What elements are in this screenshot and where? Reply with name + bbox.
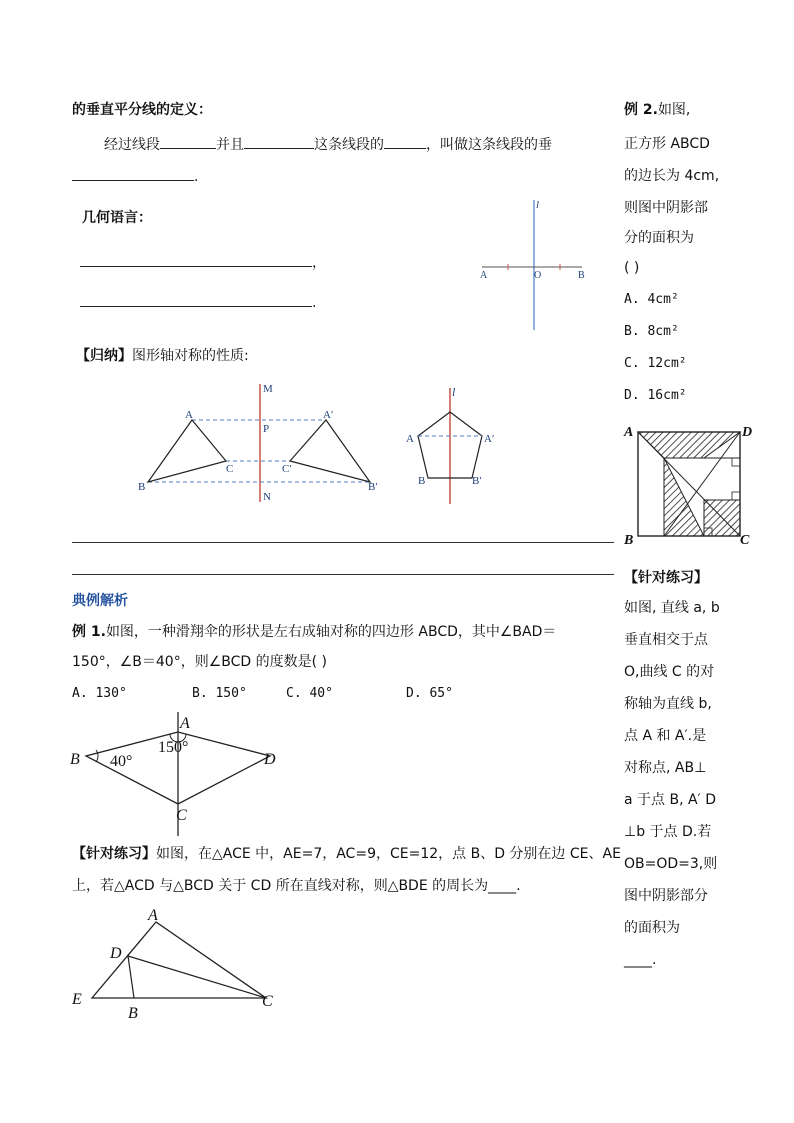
practice-right-line-7: ⊥b 于点 D.若 <box>624 824 712 840</box>
practice-right-line-10: 的面积为 <box>624 920 680 936</box>
def-text-a: 经过线段 <box>104 137 160 153</box>
practice-right-title: 【针对练习】 <box>624 570 708 586</box>
separator-1 <box>72 542 614 543</box>
label-a: A <box>406 433 414 445</box>
shade-top <box>638 432 740 458</box>
example2-line-1: 正方形 ABCD <box>624 136 710 152</box>
practice-right-line-8: OB=OD=3,则 <box>624 856 718 872</box>
label-d: D <box>110 945 122 962</box>
label-e: E <box>72 991 82 1008</box>
label-l: l <box>452 385 456 399</box>
geometry-language-label: 几何语言： <box>82 210 152 226</box>
label-m: M <box>263 383 273 395</box>
practice-right-line-6: a 于点 B, A′ D <box>624 792 716 808</box>
shade-left <box>664 458 704 536</box>
label-c: C <box>176 807 187 824</box>
blank-6[interactable] <box>80 292 312 307</box>
practice-left-title: 【针对练习】 <box>72 846 156 862</box>
definition-line-2 <box>72 166 198 187</box>
practice-right-line-5: 对称点, AB⊥ <box>624 760 707 776</box>
segment-dc <box>128 956 266 998</box>
example2-option-c[interactable]: C. 12cm² <box>624 356 687 371</box>
example1-bold: 例 1. <box>72 624 106 640</box>
def-line2-end: . <box>194 169 199 185</box>
def-text-b: 并且 <box>216 137 244 153</box>
geometry-language-line-1 <box>80 252 326 273</box>
practice-right-line-0: 如图, 直线 a, b <box>624 600 720 616</box>
label-a: A <box>480 270 488 281</box>
practice-right-line-4: 点 A 和 A′.是 <box>624 728 707 744</box>
label-a: A <box>148 907 158 924</box>
triangle-abc-prime <box>290 420 370 482</box>
kite-figure <box>66 708 290 838</box>
label-a: A <box>180 715 190 732</box>
example2-bold: 例 2. <box>624 102 658 118</box>
label-p: P <box>263 423 270 435</box>
label-l: l <box>536 199 540 211</box>
label-b: B <box>578 270 585 281</box>
blank-2[interactable] <box>244 134 314 149</box>
label-b: B <box>624 533 634 548</box>
practice-right-line-9: 图中阴影部分 <box>624 888 708 904</box>
perp-bisector-figure <box>470 192 596 334</box>
example1-option-d[interactable]: D. 65° <box>406 686 453 701</box>
practice-right-line-11: ____. <box>624 952 657 968</box>
example2-line-2: 的边长为 4cm, <box>624 168 720 184</box>
example1-option-a[interactable]: A. 130° <box>72 686 127 701</box>
example1-option-b[interactable]: B. 150° <box>192 686 247 701</box>
example2-line-0: 如图, <box>657 102 691 118</box>
triangle-symmetry-figure <box>130 378 390 506</box>
label-c: C <box>740 533 750 548</box>
summary-line <box>76 346 249 366</box>
geometry-language-line-2 <box>80 292 316 313</box>
summary-text: 图形轴对称的性质: <box>132 348 249 364</box>
triangle-ace-figure <box>66 902 286 1024</box>
label-b-prime: B′ <box>368 481 378 493</box>
example1-option-c[interactable]: C. 40° <box>286 686 333 701</box>
label-a-prime: A′ <box>484 433 495 445</box>
label-b: B <box>128 1005 138 1022</box>
blank-5[interactable] <box>80 252 312 267</box>
triangle-abc <box>148 420 226 482</box>
def-text-c: 这条线段的 <box>314 137 384 153</box>
definition-title: 的垂直平分线的定义： <box>72 102 212 118</box>
label-a-prime: A′ <box>323 409 334 421</box>
practice-left-text-1: 如图，在△ACE 中，AE=7，AC=9，CE=12，点 B、D 分别在边 CE、AE <box>156 846 621 862</box>
example2-option-a[interactable]: A. 4cm² <box>624 292 679 307</box>
label-d: D <box>742 425 753 440</box>
blank-3[interactable] <box>384 134 426 149</box>
practice-left-line-1 <box>72 844 621 864</box>
example2-line-3: 则图中阴影部 <box>624 200 708 216</box>
comma: ， <box>312 255 326 271</box>
separator-2 <box>72 574 614 575</box>
example2-line-4: 分的面积为 <box>624 230 694 246</box>
label-a: A <box>624 425 634 440</box>
segment-db <box>128 956 134 998</box>
label-d: D <box>264 751 276 768</box>
practice-left-line-2: 上，若△ACD 与△BCD 关于 CD 所在直线对称，则△BDE 的周长为____. <box>72 878 521 894</box>
practice-right-line-1: 垂直相交于点 <box>624 632 708 648</box>
label-c: C <box>226 463 234 475</box>
typical-heading: 典例解析 <box>72 593 128 609</box>
angle-b-arc <box>96 750 98 762</box>
label-n: N <box>263 491 271 503</box>
label-b: B <box>138 481 146 493</box>
practice-right-line-3: 称轴为直线 b, <box>624 696 712 712</box>
example2-line-5: ( ) <box>624 260 640 276</box>
label-b: B <box>70 751 80 768</box>
example2-option-b[interactable]: B. 8cm² <box>624 324 679 339</box>
practice-right-line-2: O,曲线 C 的对 <box>624 664 715 680</box>
hidden <box>134 922 156 998</box>
square-figure <box>620 418 760 550</box>
label-angle-b: 40° <box>110 753 133 770</box>
example1-line-2: 150°，∠B＝40°，则∠BCD 的度数是( ) <box>72 654 327 670</box>
example2-option-d[interactable]: D. 16cm² <box>624 388 687 403</box>
summary-bracket: 【归纳】 <box>76 348 132 364</box>
period: . <box>312 295 317 311</box>
blank-1[interactable] <box>160 134 216 149</box>
label-angle-a: 150° <box>158 739 189 756</box>
label-a: A <box>185 409 193 421</box>
right-angle-2 <box>732 492 740 500</box>
label-c: C <box>262 993 273 1010</box>
definition-line-1 <box>104 134 552 155</box>
right-angle-1 <box>732 458 740 466</box>
example1-text-1: 如图，一种滑翔伞的形状是左右成轴对称的四边形 ABCD，其中∠BAD＝ <box>105 624 557 640</box>
example1-line-1 <box>72 622 556 642</box>
label-c-prime: C′ <box>282 463 292 475</box>
label-b: B <box>418 475 426 487</box>
example2-title-line <box>624 100 690 120</box>
label-o: O <box>534 270 542 281</box>
def-text-d: ，叫做这条线段的垂 <box>426 137 552 153</box>
pentagon-symmetry-figure <box>400 380 510 508</box>
blank-4[interactable] <box>72 166 194 181</box>
label-b-prime: B′ <box>472 475 482 487</box>
